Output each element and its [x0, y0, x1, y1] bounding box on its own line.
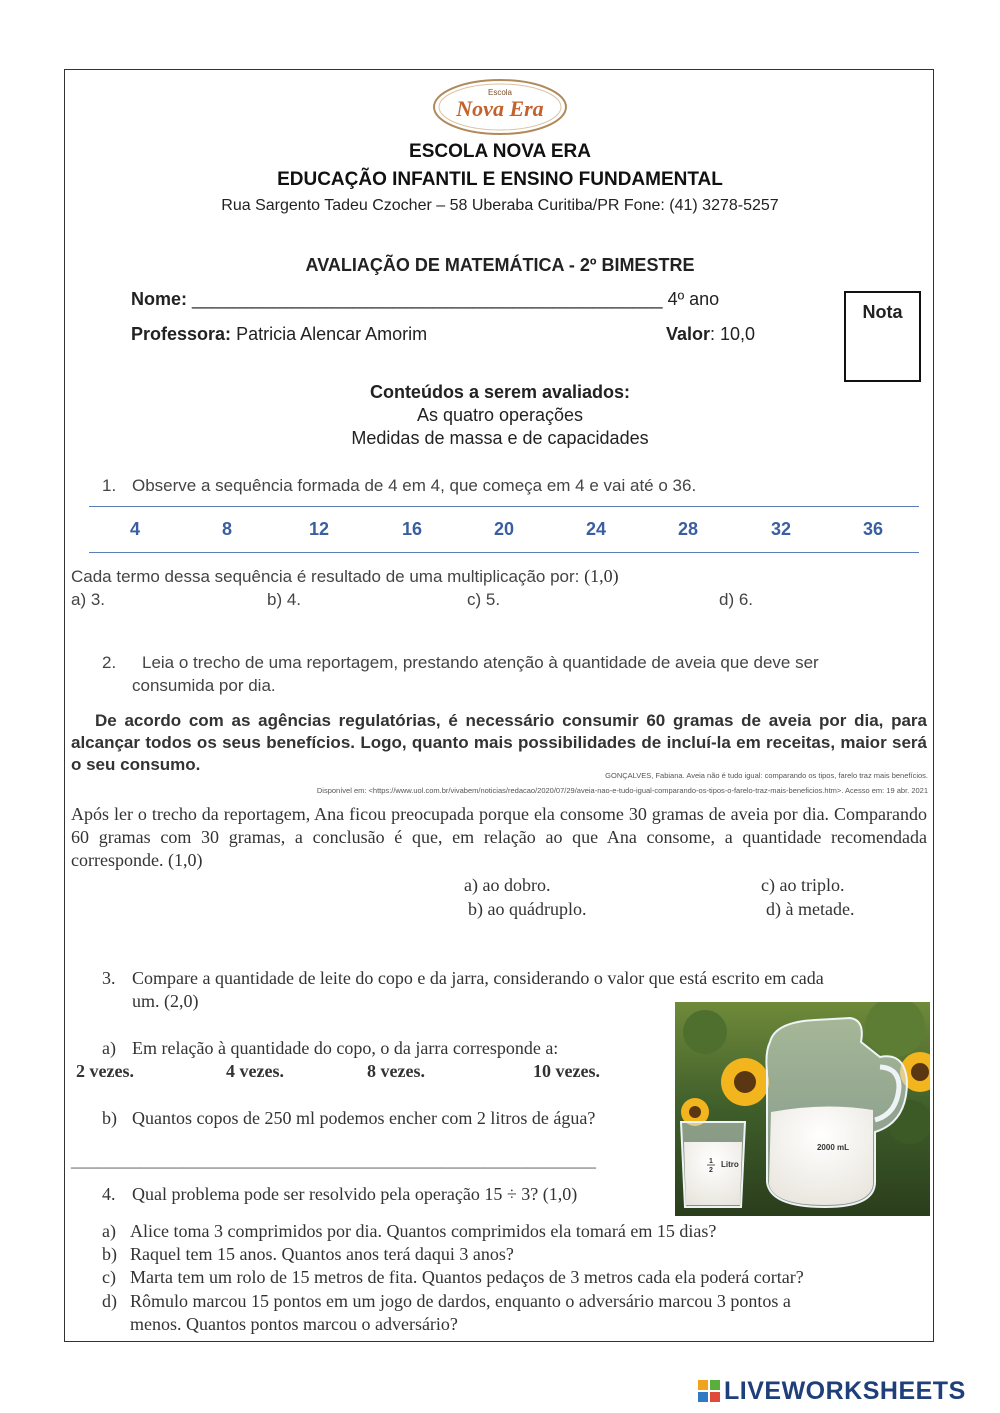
name-label: Nome:: [131, 289, 188, 309]
teacher-name: Patricia Alencar Amorim: [236, 324, 428, 344]
q4-option-label: a): [102, 1221, 116, 1241]
citation: Disponível em: <https://www.uol.com.br/vivabem/noticias/redacao/2020/07/29/aveia-nao-e-tudo-igual-comparando-os-tipos-o-farelo-traz-mais-beneficios.htm>. Acesso em: 19 abr. 2021: [316, 786, 928, 795]
school-subtitle: EDUCAÇÃO INFANTIL E ENSINO FUNDAMENTAL: [277, 169, 723, 190]
sequence-number: 36: [862, 519, 884, 539]
school-address: Rua Sargento Tadeu Czocher – 58 Uberaba Curitiba/PR Fone: (41) 3278-5257: [221, 197, 779, 214]
name-row: [131, 289, 719, 310]
q1-question: [71, 566, 619, 587]
sequence-bottom-line: [89, 552, 919, 553]
sequence-number: 28: [677, 519, 699, 539]
q4-text: Qual problema pode ser resolvido pela operação 15 ÷ 3? (1,0): [132, 1184, 578, 1204]
sequence-number: 16: [401, 519, 423, 539]
q4-option[interactable]: Marta tem um rolo de 15 metros de fita. Quantos pedaços de 3 metros cada ela poderá cortar?: [130, 1267, 804, 1287]
sequence-top-line: [89, 506, 919, 507]
q3a-option[interactable]: 8 vezes.: [367, 1061, 425, 1081]
q2-option[interactable]: b) ao quádruplo.: [468, 899, 587, 919]
q2-option[interactable]: c) ao triplo.: [761, 875, 845, 895]
q3a-option[interactable]: 2 vezes.: [76, 1061, 134, 1081]
q3b-text: Quantos copos de 250 ml podemos encher com 2 litros de água?: [132, 1108, 596, 1128]
sequence-number: 4: [129, 519, 140, 539]
q4-option-continued: menos. Quantos pontos marcou o adversário?: [130, 1314, 458, 1334]
q1-number: 1.: [102, 476, 117, 495]
q3-text-line1: Compare a quantidade de leite do copo e da jarra, considerando o valor que está escrito em cada: [132, 968, 824, 988]
q4-option[interactable]: Rômulo marcou 15 pontos em um jogo de dardos, enquanto o adversário marcou 3 pontos a: [130, 1291, 791, 1311]
q3a-option[interactable]: 4 vezes.: [226, 1061, 284, 1081]
contents-item: Medidas de massa e de capacidades: [351, 428, 649, 448]
q2-text-line1: Leia o trecho de uma reportagem, prestando atenção à quantidade de aveia que deve ser: [142, 653, 819, 672]
q4-number: 4.: [102, 1184, 116, 1204]
q3a-text: Em relação à quantidade do copo, o da jarra corresponde a:: [132, 1038, 559, 1058]
score-label: Nota: [862, 302, 903, 322]
value-row: [666, 324, 755, 345]
q2-option[interactable]: a) ao dobro.: [464, 875, 551, 895]
q1-question-text: Cada termo dessa sequência é resultado de uma multiplicação por:: [71, 567, 585, 586]
jar-label: 2000 mL: [816, 1143, 850, 1152]
sequence-number: 32: [770, 519, 792, 539]
sunflower-left: [721, 1058, 769, 1106]
news-excerpt: De acordo com as agências regulatórias, é necessário consumir 60 gramas de aveia por dia, para alcançar todos os seus benefícios. Logo, quanto mais possibilidades de incluí-la em receitas, maior será o seu consumo.: [71, 711, 927, 774]
q4-option[interactable]: Raquel tem 15 anos. Quantos anos terá daqui 3 anos?: [130, 1244, 514, 1264]
q1-option[interactable]: a) 3.: [71, 590, 106, 609]
value-text: : 10,0: [710, 324, 756, 344]
q1-option[interactable]: d) 6.: [719, 590, 754, 609]
q4-option-label: c): [102, 1267, 116, 1287]
q1-points: (1,0): [584, 566, 619, 586]
citation: GONÇALVES, Fabiana. Aveia não é tudo igual: comparando os tipos, farelo traz mais benefícios.: [605, 771, 928, 780]
q3a-label: a): [102, 1038, 116, 1058]
q3b-answer-line[interactable]: _____________________________________________________________: [71, 1150, 596, 1170]
contents-heading: Conteúdos a serem avaliados:: [369, 382, 631, 402]
q3-number: 3.: [102, 968, 116, 988]
q1-text: Observe a sequência formada de 4 em 4, que começa em 4 e vai até o 36.: [132, 476, 697, 495]
school-logo: [432, 78, 568, 136]
liveworksheets-name: LIVEWORKSHEETS: [724, 1377, 966, 1405]
q2-text-line2: consumida por dia.: [132, 676, 276, 695]
name-blank[interactable]: _______________________________________________: [192, 289, 663, 309]
score-box[interactable]: [844, 291, 921, 382]
milk-photo: [675, 1002, 930, 1216]
q3-text-line2: um. (2,0): [132, 991, 199, 1011]
q1-option[interactable]: b) 4.: [267, 590, 302, 609]
q3a-option[interactable]: 10 vezes.: [533, 1061, 600, 1081]
q4-option[interactable]: Alice toma 3 comprimidos por dia. Quantos comprimidos ela tomará em 15 dias?: [130, 1221, 717, 1241]
sequence-number: 24: [585, 519, 607, 539]
liveworksheets-brand[interactable]: [698, 1377, 966, 1406]
glass-fraction-den: 2: [709, 1167, 713, 1174]
contents-item: As quatro operações: [416, 405, 584, 425]
glass-fraction-num: 1: [709, 1158, 713, 1165]
value-label: Valor: [666, 324, 711, 344]
q2-paragraph: Após ler o trecho da reportagem, Ana ficou preocupada porque ela consome 30 gramas de aveia por dia. Comparando 60 gramas com 30 gramas, a conclusão é que, em relação ao que Ana consome, a quantidade recomendada corresponde. (1,0): [71, 804, 927, 870]
q2-option[interactable]: d) à metade.: [766, 899, 855, 919]
glass-label: Litro: [721, 1160, 739, 1169]
teacher-row: [131, 324, 427, 345]
sequence-number: 20: [493, 519, 515, 539]
exam-title: AVALIAÇÃO DE MATEMÁTICA - 2º BIMESTRE: [305, 255, 695, 275]
school-name: ESCOLA NOVA ERA: [409, 141, 591, 162]
teacher-label: Professora:: [131, 324, 232, 344]
q4-option-label: d): [102, 1291, 117, 1311]
q1-option[interactable]: c) 5.: [467, 590, 501, 609]
liveworksheets-logo-icon: [698, 1380, 720, 1402]
grade: 4º ano: [667, 289, 720, 309]
q2-number: 2.: [102, 653, 117, 672]
sequence-number: 8: [221, 519, 232, 539]
logo-main-text: Nova Era: [456, 96, 544, 121]
q3b-label: b): [102, 1108, 117, 1128]
sequence-number: 12: [308, 519, 330, 539]
logo-small-text: Escola: [487, 88, 513, 97]
q4-option-label: b): [102, 1244, 117, 1264]
